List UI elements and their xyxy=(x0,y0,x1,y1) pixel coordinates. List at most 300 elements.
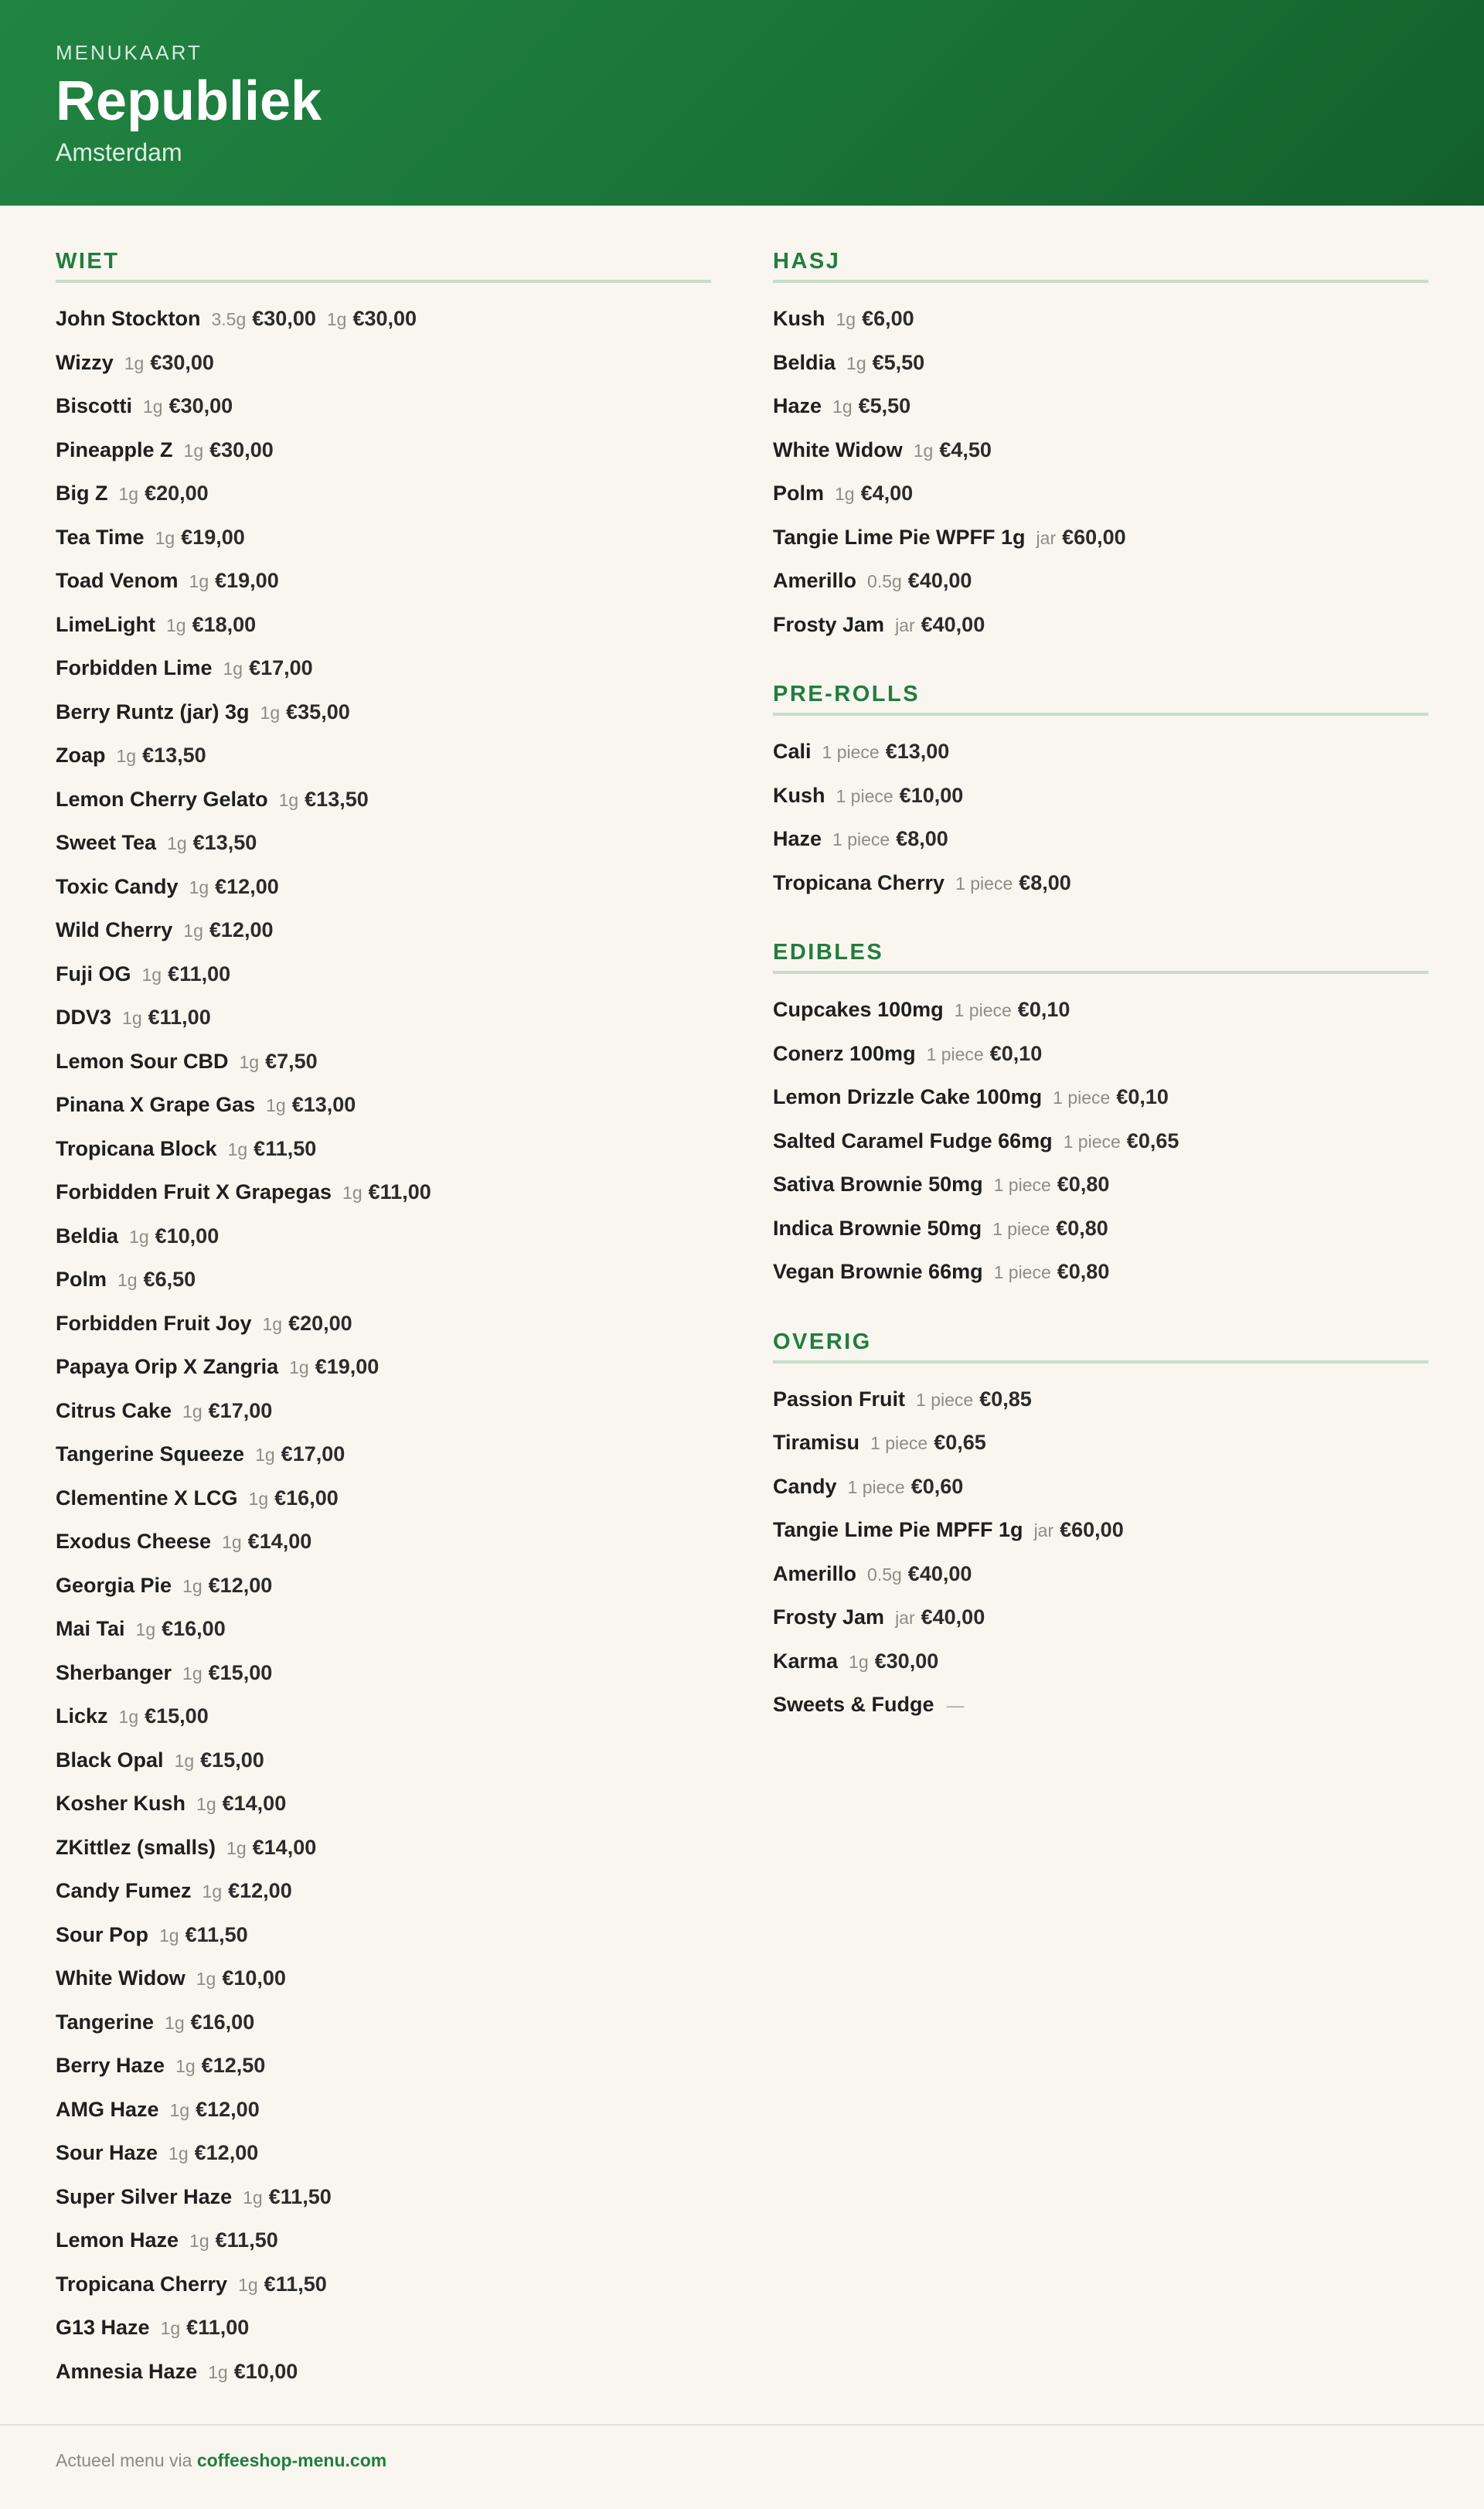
item-name: Lemon Haze xyxy=(56,2228,179,2252)
item-price: €0,80 xyxy=(1057,1260,1110,1283)
item-price: €0,65 xyxy=(1126,1129,1179,1152)
item-name: Clementine X LCG xyxy=(56,1486,238,1510)
menu-item xyxy=(56,2131,711,2175)
menu-item xyxy=(56,2044,711,2088)
item-quantity: 1g xyxy=(260,702,281,723)
item-quantity: jar xyxy=(895,614,915,635)
menu-item xyxy=(56,996,711,1040)
item-quantity: 1g xyxy=(196,1794,216,1814)
item-quantity: 1g xyxy=(124,352,145,373)
item-price: €11,50 xyxy=(185,1922,248,1946)
item-quantity: 1g xyxy=(155,527,175,548)
menu-item xyxy=(773,861,1428,905)
item-price: €13,50 xyxy=(192,831,257,854)
item-quantity: 1g xyxy=(835,484,855,504)
menu-item xyxy=(56,1127,711,1171)
menu-item xyxy=(773,1595,1428,1639)
item-price: €20,00 xyxy=(288,1311,352,1335)
menu-item xyxy=(773,1119,1428,1163)
menu-item xyxy=(56,908,711,952)
item-price: €8,00 xyxy=(896,827,948,850)
item-name: Frosty Jam xyxy=(773,612,885,636)
item-quantity: 1g xyxy=(122,1008,142,1028)
menu-item xyxy=(773,472,1428,516)
menu-header xyxy=(0,0,1484,206)
item-name: Citrus Cake xyxy=(56,1398,172,1422)
menu-item xyxy=(773,341,1428,385)
item-price: €30,00 xyxy=(874,1649,939,1673)
menu-item xyxy=(773,1207,1428,1251)
item-name: Conerz 100mg xyxy=(773,1041,916,1065)
item-price: €10,00 xyxy=(899,783,964,807)
item-quantity: 1g xyxy=(226,1837,247,1858)
item-name: Toad Venom xyxy=(56,569,179,592)
item-name: Candy Fumez xyxy=(56,1879,192,1902)
menu-item xyxy=(56,1607,711,1651)
item-name: Sour Haze xyxy=(56,2141,158,2164)
item-price: €14,00 xyxy=(247,1530,312,1553)
item-price: €16,00 xyxy=(190,2010,255,2034)
item-name: Sour Pop xyxy=(56,1922,148,1946)
shop-name: Republiek xyxy=(56,70,322,132)
item-price: €0,85 xyxy=(979,1387,1032,1411)
item-quantity: 1g xyxy=(160,2318,181,2338)
item-price: €35,00 xyxy=(286,700,350,723)
menu-item xyxy=(56,1651,711,1695)
item-price: €14,00 xyxy=(252,1835,317,1859)
menu-item xyxy=(773,1465,1428,1509)
item-quantity: 1 piece xyxy=(836,785,893,806)
item-quantity: 1g xyxy=(208,2361,228,2382)
menu-item xyxy=(56,384,711,428)
item-price: €30,00 xyxy=(352,307,417,330)
item-price: €11,00 xyxy=(168,962,231,986)
item-name: Tangerine Squeeze xyxy=(56,1442,245,1466)
section-hasj xyxy=(773,246,1428,646)
section-edibles xyxy=(773,937,1428,1294)
item-quantity: 1 piece xyxy=(847,1476,905,1497)
item-quantity: 1g xyxy=(836,309,856,329)
item-quantity: 1g xyxy=(167,833,187,853)
item-price: €6,00 xyxy=(862,307,914,330)
item-name: DDV3 xyxy=(56,1006,112,1029)
item-name: Haze xyxy=(773,394,822,417)
menu-item xyxy=(56,1040,711,1084)
item-quantity: 1g xyxy=(182,1663,203,1683)
item-price: €5,50 xyxy=(858,394,911,417)
item-price: €19,00 xyxy=(215,569,279,592)
menu-item xyxy=(773,384,1428,428)
item-price: €11,00 xyxy=(368,1180,431,1203)
item-quantity: 0.5g xyxy=(867,1564,902,1585)
menu-item xyxy=(56,1170,711,1214)
menu-item xyxy=(56,2175,711,2219)
item-price: €60,00 xyxy=(1060,1518,1124,1541)
menu-item xyxy=(773,1508,1428,1552)
item-quantity: 1 piece xyxy=(955,873,1013,894)
item-price: €30,00 xyxy=(252,307,316,330)
item-quantity: 1g xyxy=(342,1183,362,1203)
menu-item xyxy=(56,1694,711,1738)
menu-item xyxy=(56,1956,711,2000)
item-quantity: 1 piece xyxy=(1053,1088,1111,1108)
section-wiet xyxy=(56,246,711,2393)
menu-item xyxy=(773,428,1428,472)
item-name: Wild Cherry xyxy=(56,918,173,941)
menu-item xyxy=(773,1639,1428,1683)
item-quantity: 1g xyxy=(141,964,162,985)
menu-item xyxy=(56,1389,711,1433)
item-price: €8,00 xyxy=(1019,870,1071,894)
menu-item xyxy=(773,559,1428,603)
item-quantity: 1 piece xyxy=(870,1433,928,1453)
menu-item xyxy=(56,865,711,909)
item-name: Pinana X Grape Gas xyxy=(56,1093,256,1116)
item-quantity: 1g xyxy=(116,746,137,766)
item-name: Fuji OG xyxy=(56,962,131,986)
item-price: €13,50 xyxy=(305,787,369,811)
item-name: Zoap xyxy=(56,744,106,767)
item-quantity: 1g xyxy=(189,877,209,897)
item-name: Big Z xyxy=(56,482,108,505)
item-name: Tiramisu xyxy=(773,1431,860,1454)
menu-item xyxy=(56,778,711,822)
item-name: Biscotti xyxy=(56,394,133,417)
item-price: €16,00 xyxy=(274,1486,339,1510)
item-name: John Stockton xyxy=(56,307,201,330)
item-quantity: 1g xyxy=(239,1051,260,1072)
item-name: Cupcakes 100mg xyxy=(773,998,944,1021)
menu-item xyxy=(56,952,711,996)
item-price: €15,00 xyxy=(145,1704,209,1728)
menu-item xyxy=(56,603,711,647)
footer-link[interactable]: coffeeshop-menu.com xyxy=(196,2450,387,2470)
item-name: Tropicana Cherry xyxy=(773,870,945,894)
item-price: €11,00 xyxy=(186,2316,250,2339)
item-quantity: 1g xyxy=(278,789,299,810)
item-name: Amerillo xyxy=(773,1561,857,1585)
item-price: €40,00 xyxy=(921,612,985,636)
item-quantity: 1g xyxy=(174,1750,195,1771)
right-column xyxy=(773,246,1428,1759)
item-quantity: 1g xyxy=(202,1881,223,1901)
menu-item xyxy=(56,2350,711,2394)
menu-item xyxy=(56,646,711,690)
menu-item xyxy=(773,1377,1428,1421)
item-quantity: 1g xyxy=(243,2187,263,2208)
item-name: Sweets & Fudge xyxy=(773,1693,934,1716)
item-name: Sherbanger xyxy=(56,1660,172,1684)
section-title: HASJ xyxy=(773,246,1428,283)
item-quantity: 1g xyxy=(289,1357,309,1377)
item-price: €0,10 xyxy=(989,1041,1043,1065)
menu-item xyxy=(773,603,1428,647)
menu-item xyxy=(56,1345,711,1389)
item-price: €15,00 xyxy=(208,1660,273,1684)
menu-item xyxy=(56,1432,711,1476)
item-price: €40,00 xyxy=(921,1605,985,1629)
item-name: Tropicana Block xyxy=(56,1136,217,1160)
item-name: Haze xyxy=(773,827,822,850)
item-quantity: 1g xyxy=(238,2274,258,2295)
menu-item xyxy=(56,516,711,560)
item-quantity: 1g xyxy=(183,921,203,941)
menu-item xyxy=(773,516,1428,560)
item-price: €13,50 xyxy=(142,744,206,767)
item-quantity: 1g xyxy=(183,440,204,461)
item-name: G13 Haze xyxy=(56,2316,150,2339)
section-title: OVERIG xyxy=(773,1326,1428,1363)
item-name: Karma xyxy=(773,1649,839,1673)
item-quantity: 1g xyxy=(262,1313,283,1334)
item-price: €11,50 xyxy=(254,1136,317,1160)
menu-item xyxy=(773,988,1428,1032)
item-price: €10,00 xyxy=(222,1966,286,1990)
item-name: Kosher Kush xyxy=(56,1792,186,1815)
item-quantity: 1g xyxy=(165,2012,185,2033)
item-quantity: 1 piece xyxy=(993,1175,1051,1195)
menu-columns xyxy=(0,206,1484,2424)
item-price: €17,00 xyxy=(249,656,313,679)
item-quantity: 1g xyxy=(255,1445,275,1465)
item-quantity: 1g xyxy=(143,397,163,417)
menu-item xyxy=(56,1913,711,1957)
section-title: PRE-ROLLS xyxy=(773,679,1428,716)
item-name: Toxic Candy xyxy=(56,874,179,898)
item-price: €13,00 xyxy=(291,1093,356,1116)
item-name: Berry Runtz (jar) 3g xyxy=(56,700,250,723)
menu-item xyxy=(773,817,1428,861)
item-name: Passion Fruit xyxy=(773,1387,906,1411)
item-name: Amerillo xyxy=(773,569,857,592)
menu-item xyxy=(773,730,1428,774)
menu-item xyxy=(773,774,1428,818)
item-name: Tea Time xyxy=(56,525,145,549)
item-quantity: 1g xyxy=(222,1532,242,1552)
item-name: Forbidden Fruit Joy xyxy=(56,1311,252,1335)
item-name: Beldia xyxy=(773,350,836,374)
item-name: Kush xyxy=(773,783,825,807)
item-name: Lemon Sour CBD xyxy=(56,1049,229,1073)
item-quantity: 1 piece xyxy=(992,1218,1050,1239)
item-name: Forbidden Fruit X Grapegas xyxy=(56,1180,332,1203)
item-quantity: 1 piece xyxy=(916,1389,974,1410)
item-name: Lemon Cherry Gelato xyxy=(56,787,268,811)
menu-item xyxy=(773,1421,1428,1465)
menu-footer xyxy=(0,2424,1484,2509)
item-name: Cali xyxy=(773,740,812,763)
item-quantity: 1g xyxy=(227,1139,248,1159)
item-name: Tangie Lime Pie WPFF 1g xyxy=(773,525,1026,549)
menu-item xyxy=(56,1520,711,1564)
item-name: Tangie Lime Pie MPFF 1g xyxy=(773,1518,1023,1541)
item-price: €5,50 xyxy=(872,350,925,374)
item-name: Salted Caramel Fudge 66mg xyxy=(773,1129,1053,1152)
menu-item xyxy=(56,1826,711,1870)
menu-item xyxy=(56,821,711,865)
item-quantity: 1g xyxy=(182,1575,203,1596)
item-quantity: 1g xyxy=(846,352,866,373)
menu-item xyxy=(773,297,1428,341)
item-name: Pineapple Z xyxy=(56,437,173,461)
item-quantity: 1g xyxy=(168,2143,189,2163)
menu-item xyxy=(56,734,711,778)
section-pre-rolls xyxy=(773,679,1428,904)
item-price: €16,00 xyxy=(162,1617,226,1640)
item-quantity: 1g xyxy=(223,659,243,679)
menu-item xyxy=(56,2218,711,2262)
menu-item xyxy=(56,2088,711,2132)
item-name: AMG Haze xyxy=(56,2097,159,2121)
item-price: €20,00 xyxy=(145,482,209,505)
item-name: Forbidden Lime xyxy=(56,656,213,679)
menu-item xyxy=(56,1302,711,1346)
item-name: Vegan Brownie 66mg xyxy=(773,1260,983,1283)
no-price-dash: — xyxy=(946,1695,965,1715)
item-quantity: 1 piece xyxy=(1063,1131,1121,1152)
item-name: Exodus Cheese xyxy=(56,1530,212,1553)
menu-item xyxy=(56,2000,711,2044)
item-price: €12,50 xyxy=(201,2054,266,2077)
item-quantity: 1g xyxy=(118,1707,139,1727)
menu-kicker: MENUKAART xyxy=(56,41,203,64)
section-overig xyxy=(773,1326,1428,1727)
menu-item xyxy=(56,2306,711,2350)
item-name: Kush xyxy=(773,307,825,330)
item-price: €0,65 xyxy=(934,1431,986,1454)
item-name: Sweet Tea xyxy=(56,831,157,854)
item-price: €4,50 xyxy=(939,437,992,461)
item-price: €12,00 xyxy=(196,2097,260,2121)
item-quantity: jar xyxy=(1036,527,1057,548)
menu-item xyxy=(56,428,711,472)
item-name: Georgia Pie xyxy=(56,1573,172,1597)
item-price: €7,50 xyxy=(265,1049,318,1073)
item-price: €30,00 xyxy=(209,437,274,461)
item-price: €4,00 xyxy=(860,482,914,505)
item-price: €19,00 xyxy=(181,525,245,549)
item-price: €12,00 xyxy=(208,1573,273,1597)
item-quantity: jar xyxy=(895,1608,915,1628)
item-price: €11,50 xyxy=(215,2228,278,2252)
item-price: €6,50 xyxy=(143,1268,196,1291)
item-price: €12,00 xyxy=(194,2141,259,2164)
item-quantity: 1g xyxy=(189,2231,209,2251)
item-quantity: 1g xyxy=(166,614,186,635)
menu-item xyxy=(56,559,711,603)
item-price: €0,10 xyxy=(1017,998,1070,1021)
item-quantity: 1g xyxy=(189,571,209,591)
menu-item xyxy=(56,2262,711,2306)
item-name: White Widow xyxy=(773,437,903,461)
item-price: €19,00 xyxy=(315,1355,380,1378)
item-price: €0,60 xyxy=(910,1474,964,1498)
menu-item xyxy=(56,297,711,341)
menu-item xyxy=(56,1083,711,1127)
section-title: EDIBLES xyxy=(773,937,1428,974)
item-name: Wizzy xyxy=(56,350,114,374)
item-name: Sativa Brownie 50mg xyxy=(773,1173,983,1196)
item-quantity: 1g xyxy=(326,309,347,329)
item-name: Indica Brownie 50mg xyxy=(773,1216,982,1240)
item-quantity: 1g xyxy=(135,1619,156,1639)
section-title: WIET xyxy=(56,246,711,283)
item-price: €60,00 xyxy=(1062,525,1126,549)
item-quantity: 1g xyxy=(169,2099,190,2120)
item-name: Polm xyxy=(56,1268,107,1291)
item-price: €10,00 xyxy=(233,2359,298,2383)
item-quantity: 1g xyxy=(913,440,934,461)
menu-item xyxy=(56,1564,711,1608)
item-quantity: 1g xyxy=(159,1925,179,1946)
item-name: Tangerine xyxy=(56,2010,155,2034)
menu-item xyxy=(773,1075,1428,1119)
menu-item xyxy=(56,1258,711,1302)
item-price: €12,00 xyxy=(228,1879,292,1902)
menu-item xyxy=(773,1163,1428,1207)
item-quantity: 1g xyxy=(118,484,139,504)
item-quantity: 1g xyxy=(849,1651,869,1672)
menu-item xyxy=(56,341,711,385)
item-price: €12,00 xyxy=(215,874,279,898)
item-name: Black Opal xyxy=(56,1748,164,1772)
item-name: LimeLight xyxy=(56,612,155,636)
menu-item xyxy=(56,1869,711,1913)
item-name: Candy xyxy=(773,1474,837,1498)
menu-item xyxy=(773,1552,1428,1596)
item-price: €17,00 xyxy=(208,1398,273,1422)
item-price: €17,00 xyxy=(281,1442,345,1466)
item-name: Super Silver Haze xyxy=(56,2184,233,2208)
menu-item xyxy=(773,1683,1428,1727)
item-price: €13,00 xyxy=(885,740,950,763)
item-quantity: 0.5g xyxy=(867,571,902,591)
item-quantity: 1g xyxy=(182,1401,203,1421)
item-quantity: 1 piece xyxy=(822,742,880,762)
item-quantity: 1 piece xyxy=(954,1000,1012,1020)
item-price: €14,00 xyxy=(222,1792,287,1815)
item-name: White Widow xyxy=(56,1966,186,1990)
item-quantity: jar xyxy=(1033,1520,1054,1540)
menu-item xyxy=(56,1476,711,1520)
item-quantity: 1g xyxy=(117,1270,138,1290)
item-quantity: 1g xyxy=(248,1488,269,1509)
item-price: €0,10 xyxy=(1116,1085,1169,1108)
item-price: €0,80 xyxy=(1056,1216,1108,1240)
item-name: Polm xyxy=(773,482,825,505)
item-name: Tropicana Cherry xyxy=(56,2272,228,2296)
item-quantity: 3.5g xyxy=(211,309,247,329)
item-name: Berry Haze xyxy=(56,2054,165,2077)
item-quantity: 1g xyxy=(196,1969,216,1989)
menu-item xyxy=(56,1782,711,1826)
item-price: €11,50 xyxy=(264,2272,327,2296)
item-quantity: 1g xyxy=(175,2056,196,2076)
item-name: Lickz xyxy=(56,1704,108,1728)
item-price: €40,00 xyxy=(907,569,972,592)
item-price: €30,00 xyxy=(168,394,233,417)
item-price: €11,50 xyxy=(268,2184,332,2208)
item-name: Papaya Orip X Zangria xyxy=(56,1355,279,1378)
item-quantity: 1 piece xyxy=(926,1043,984,1064)
item-price: €15,00 xyxy=(200,1748,264,1772)
item-price: €18,00 xyxy=(192,612,257,636)
item-quantity: 1g xyxy=(129,1226,149,1247)
shop-city: Amsterdam xyxy=(56,138,182,166)
item-price: €12,00 xyxy=(209,918,274,941)
footer-text: Actueel menu via xyxy=(56,2450,192,2470)
menu-item xyxy=(773,1032,1428,1076)
